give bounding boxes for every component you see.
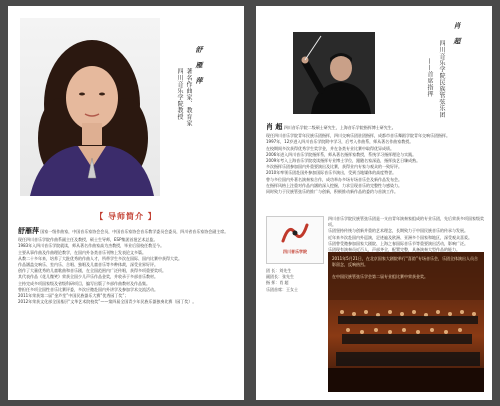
right-title-line-1: 四川音乐学院民族管弦乐团 [438,40,445,118]
bio-line: 在校期间多次获得优秀学生奖学金，并在各类专业比赛中取得优异成绩。 [266,145,394,151]
left-bio-intro: 国家一级作曲家，中国音乐家协会会员，中国音乐家协会音乐教学委员会委员，四川省音乐家协会副主席。 [40,229,229,234]
bio-line: 主要从事作曲及作曲理论教学，在国内外各类音乐刊物上发表论文多篇。 [18,249,146,255]
info-label: 副团长： [266,274,282,280]
bio-line: 1997年，12岁进入四川音乐学院附中学习，后考入作曲系，师从著名作曲家教授。 [266,139,414,145]
portrait-figure-icon [20,18,160,196]
right-title-name: 肖 超 [453,22,461,48]
ensemble-logo [266,216,324,264]
logo-mark-icon [279,221,311,245]
bio-line: 作品涵盖交响乐、室内乐、合唱、独唱及儿童音乐等多种体裁，深受业界好评。 [18,262,158,268]
info-value: 肖 超 [279,280,289,286]
ensemble-line: 近年来多次赴国内外巡演，足迹遍及欧洲、亚洲多个国家和地区，深受观众喜爱。 [328,234,472,240]
bio-line: 其代表作品《花儿微笑》荣获全国少儿声乐作品金奖，并收录于多部音乐教材。 [18,274,158,280]
bio-line: 1983年入四川音乐学院就读，师从著名作曲家高为杰教授，毕业后留校任教至今。 [18,243,165,249]
right-title-line-2: ——首席指挥 [426,58,433,97]
bio-line: 现任四川音乐学院青年民族乐团指挥，四川交响乐团驻团指挥，成都市音乐舞蹈学院青年交响乐团指挥。 [266,133,450,139]
left-title-line-1: 著名作曲家、教育家 [185,68,192,127]
right-page [256,6,492,400]
bio-line: 曾担任多项全国性音乐比赛评委，多次应邀赴国内外讲学及参加学术交流活动。 [18,286,158,292]
ensemble-paragraph [328,216,484,253]
bio-line: 创作了大量优秀的儿童歌曲和音乐剧，在全国范围内广泛传唱，获得多项重要奖项。 [18,268,166,274]
bio-line: 多次指挥乐团参加国内外重要演出及比赛，获得业内专家与观众的一致好评。 [266,164,402,170]
bio-line: 同时致力于民族管弦乐的推广与创新，积极推动新作品的委约与首演工作。 [266,189,398,195]
ensemble-line: 四川音乐学院民族管弦乐团是一支由青年演奏家组成的专业乐团，先后荣获多项国家级奖项。 [328,216,484,228]
left-title-name: 舒 雁 萍 [195,46,203,87]
portrait-photo-shu [20,18,160,196]
right-bio-first: 四川音乐学院二级硕士研究生，上海音乐学院指挥博士研究生。 [283,125,396,130]
bio-line: 2012年荣获文化部全国基层“文华艺术院校奖”——第四届全国青少年民族乐器独奏比赛（园丁奖）。 [18,299,197,305]
info-value: 王女士 [286,286,298,292]
bio-line: 现任四川音乐学院作曲系副主任及教授，硕士生导师，ESP集团首批艺术总监。 [18,237,158,243]
right-bio-name: 肖 超 [266,123,283,131]
logo-text: 四川音乐学院 [283,249,307,254]
info-value: 刘先生 [279,268,292,273]
conductor-figure-icon [293,32,375,114]
left-bio [18,228,234,305]
bio-line: 主持完成多项国家级及省级科研项目，编写出版了多部作曲教材及作品集。 [18,280,150,286]
bio-line: 2009年考入上海音乐学院攻读指挥专业博士学位，跟随名家深造，指挥技艺日臻成熟。 [266,158,421,164]
bio-line: 曾与多位国内外著名演奏家合作，成功举办多场专场音乐会及新作品发布会。 [266,176,402,182]
ensemble-info [266,268,322,293]
bio-line: 2006年进入四川音乐学院指挥系，师从著名指挥家教授，系统学习指挥理论与实践。 [266,151,417,157]
bio-line: 2011年荣获第二届“金芦笙”中国民族器乐大赛“优秀园丁奖”； [18,293,129,299]
photo-caption-2: 在中国民族管弦乐学会第二届专业组比赛中荣获金奖。 [332,274,428,279]
info-value: 张先生 [282,274,294,280]
bio-line: 在指挥风格上注重对作品内涵的深入挖掘，力求呈现音乐的完整性与感染力。 [266,182,402,188]
info-label: 乐团首席： [266,286,286,292]
orchestra-stage-icon [328,252,484,392]
left-bio-name: 舒雁萍 [18,227,39,235]
ensemble-line: 乐团曾受邀参加国家大剧院、上海之春国际音乐节等重要演出活动，影响广泛。 [328,240,468,246]
info-label: 指 挥： [266,280,280,286]
ensemble-line: 乐团坚持传统与创新并重的艺术理念，长期致力于中国民族音乐的传承与发展。 [328,228,468,234]
ensemble-line: 乐团现有演奏员近百人，声部齐全，配置完整，具备演奏大型作品的能力。 [328,247,460,253]
left-page [8,6,244,400]
right-bio [266,124,482,195]
orchestra-photo [328,252,484,392]
left-title-line-2: 四川音乐学院教授 [176,68,183,120]
bio-line: 2010年率领乐团赴国外参加国际音乐节演出，受到当地媒体的高度赞誉。 [266,170,397,176]
section-heading: 【 导师简介 】 [95,212,157,221]
info-label: 团 长： [266,268,280,273]
conductor-photo [293,32,375,114]
bio-line: 从教二十多年来，培养了大批优秀的作曲人才，所带学生多次在国际、国内比赛中获得大奖。 [18,255,182,261]
photo-caption: 2011年5月21日，在北京国家大剧院举行“喜韵”专场音乐会，乐团全体演出人员合影留念，反响热烈。 [332,256,478,267]
